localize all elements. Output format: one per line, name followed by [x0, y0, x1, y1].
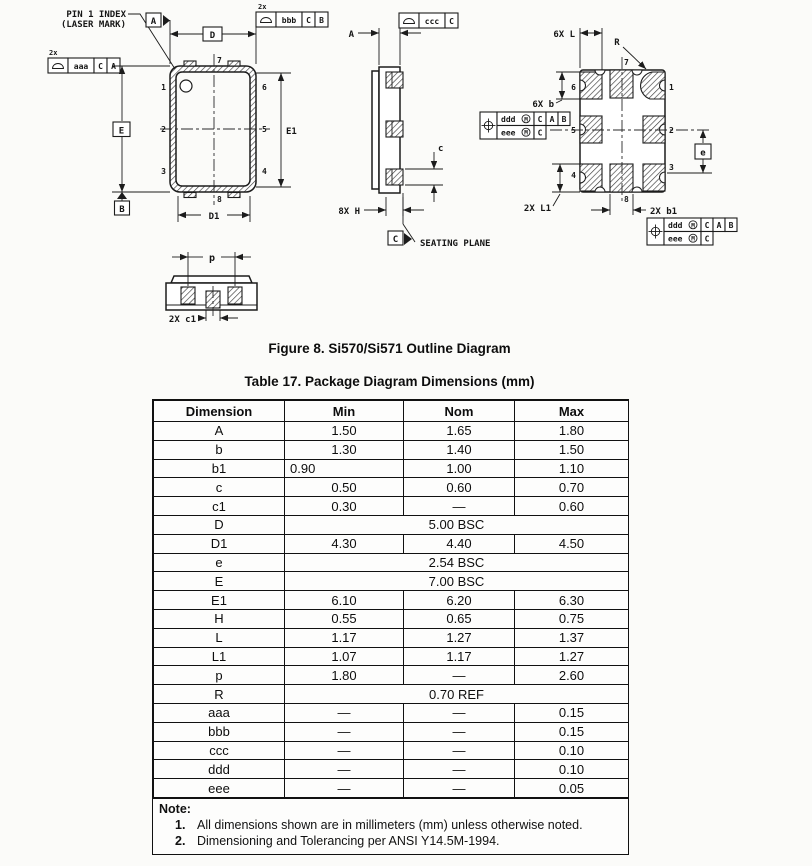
table-row [154, 515, 629, 534]
note-text: Dimensioning and Tolerancing per ANSI Y14.5M-1994. [197, 833, 500, 848]
datum-a-flag [163, 15, 170, 26]
fcf-aaa-qty: 2x [49, 49, 58, 57]
note-label: Note: [159, 801, 191, 816]
cell-dimension: e [154, 553, 285, 572]
cell-max: 1.27 [515, 647, 629, 666]
pin-number: 6 [262, 83, 267, 92]
cell-max: 0.60 [515, 497, 629, 516]
pin-number: 1 [669, 83, 674, 92]
pin-number: 4 [571, 171, 576, 180]
dim-label-R: R [614, 38, 620, 48]
cell-min: 6.10 [285, 591, 404, 610]
dim-label-6xL: 6X L [553, 30, 575, 40]
cell-span-value: 0.70 REF [285, 685, 629, 704]
cell-nom: 0.65 [404, 609, 515, 628]
cell-max: 4.50 [515, 534, 629, 553]
dim-label-2xb1: 2X b1 [650, 207, 678, 217]
fcf-ccc-ref1: C [449, 17, 454, 26]
dim-label-E: E [118, 126, 125, 137]
table-row [154, 572, 629, 591]
cell-dimension: D [154, 515, 285, 534]
cell-dimension: b1 [154, 459, 285, 478]
dim-label-2xL1: 2X L1 [523, 204, 551, 214]
pin-number: 7 [217, 56, 222, 65]
dim-label-2xc1: 2X c1 [168, 315, 196, 325]
cell-max: 1.50 [515, 440, 629, 459]
note-number: 1. [175, 817, 186, 832]
fcf-position-right [647, 218, 737, 245]
col-header-nom: Nom [404, 401, 515, 422]
pin-number: 8 [217, 195, 222, 204]
cell-nom: 0.60 [404, 478, 515, 497]
stub [228, 61, 240, 66]
figure-caption: Figure 8. Si570/Si571 Outline Diagram [268, 341, 511, 356]
cell-max: 0.10 [515, 741, 629, 760]
col-header-dimension: Dimension [154, 401, 285, 422]
cell-min: — [285, 741, 404, 760]
note-item [175, 834, 622, 848]
cell-max: 1.10 [515, 459, 629, 478]
cell-dimension: L [154, 628, 285, 647]
cell-max: 0.15 [515, 722, 629, 741]
cell-min: — [285, 760, 404, 779]
cell-dimension: c [154, 478, 285, 497]
bottom-view [480, 28, 737, 245]
cell-nom: 6.20 [404, 591, 515, 610]
fcf-aaa [48, 49, 120, 73]
table-row [154, 666, 629, 685]
datum-c-flag [404, 233, 412, 245]
fcf-pos-tol2: eee [501, 128, 516, 138]
cell-min: 0.90 [285, 459, 404, 478]
fcf-pos-ref1: C [537, 115, 543, 124]
note-item [175, 818, 622, 832]
dim-label-p: p [208, 253, 216, 264]
pin-number: 5 [262, 125, 267, 134]
cell-dimension: bbb [154, 722, 285, 741]
cell-nom: — [404, 779, 515, 798]
fcf-pos-ref1: C [704, 221, 710, 230]
fcf-position-left [480, 112, 570, 139]
side-view [338, 13, 490, 249]
cell-max: 0.75 [515, 609, 629, 628]
cell-max: 1.80 [515, 422, 629, 441]
cell-nom: — [404, 703, 515, 722]
table-row [154, 459, 629, 478]
table-row [154, 553, 629, 572]
fcf-pos-tol2: eee [668, 234, 683, 244]
table-row [154, 647, 629, 666]
table-row [154, 478, 629, 497]
cell-dimension: eee [154, 779, 285, 798]
pin-number: 2 [669, 126, 674, 135]
pin-number: 8 [624, 195, 629, 204]
cell-min: 1.30 [285, 440, 404, 459]
cell-nom: — [404, 760, 515, 779]
cell-dimension: E [154, 572, 285, 591]
fcf-pos-ref2: A [549, 115, 555, 124]
mmc-letter: M [691, 235, 695, 243]
pin-number: 3 [161, 167, 166, 176]
table-title: Table 17. Package Diagram Dimensions (mm) [244, 374, 535, 389]
cell-min: 0.55 [285, 609, 404, 628]
fcf-aaa-tol: aaa [73, 62, 89, 71]
table-row [154, 760, 629, 779]
note-text: All dimensions shown are in millimeters (mm) unless otherwise noted. [197, 817, 583, 832]
lid [372, 71, 379, 189]
cell-min: 4.30 [285, 534, 404, 553]
cell-min: — [285, 703, 404, 722]
fcf-pos-ref3: B [561, 115, 567, 124]
fcf-aaa-ref2: A [111, 62, 116, 71]
cell-dimension: p [154, 666, 285, 685]
cell-min: 0.50 [285, 478, 404, 497]
cell-nom: 1.27 [404, 628, 515, 647]
cell-dimension: H [154, 609, 285, 628]
dim-label-c: c [438, 144, 444, 154]
stub [184, 61, 196, 66]
pin1-index-label: PIN 1 INDEX [66, 10, 126, 20]
table-note [153, 798, 628, 854]
cell-dimension: R [154, 685, 285, 704]
pin-number: 2 [161, 125, 166, 134]
dim-label-D: D [209, 31, 216, 41]
fcf-aaa-ref1: C [98, 62, 103, 71]
fcf-pos-ref4: C [537, 128, 543, 138]
mmc-letter: M [524, 116, 528, 124]
cell-min: — [285, 722, 404, 741]
cell-max: 0.15 [515, 703, 629, 722]
cell-dimension: b [154, 440, 285, 459]
dim-label-e: e [700, 148, 706, 159]
cell-min: 1.80 [285, 666, 404, 685]
cell-nom: — [404, 497, 515, 516]
pin-number: 5 [571, 126, 576, 135]
cell-nom: — [404, 666, 515, 685]
table-header-row [154, 401, 629, 422]
pin1-index-label2: (LASER MARK) [60, 20, 126, 30]
cell-min: 1.07 [285, 647, 404, 666]
fcf-bbb [256, 3, 328, 27]
cell-dimension: c1 [154, 497, 285, 516]
cell-dimension: L1 [154, 647, 285, 666]
note-number: 2. [175, 833, 186, 848]
table-row [154, 685, 629, 704]
cell-span-value: 7.00 BSC [285, 572, 629, 591]
cell-min: 1.50 [285, 422, 404, 441]
table-row [154, 440, 629, 459]
table-row [154, 703, 629, 722]
pin-number: 4 [262, 167, 267, 176]
fcf-pos-tol1: ddd [501, 115, 516, 124]
cell-dimension: ccc [154, 741, 285, 760]
dim-label-A: A [348, 30, 354, 40]
cell-dimension: D1 [154, 534, 285, 553]
table-row [154, 609, 629, 628]
table-row [154, 779, 629, 798]
end-view [166, 252, 257, 325]
datum-a-label: A [150, 17, 157, 27]
cell-span-value: 5.00 BSC [285, 515, 629, 534]
cell-dimension: E1 [154, 591, 285, 610]
front-view [48, 3, 328, 222]
pin1-index-mark [180, 80, 192, 92]
mmc-letter: M [691, 222, 695, 230]
cell-max: 0.05 [515, 779, 629, 798]
fcf-ccc-tol: ccc [424, 17, 440, 26]
cell-nom: 1.17 [404, 647, 515, 666]
fcf-pos-ref4: C [704, 234, 710, 244]
cell-span-value: 2.54 BSC [285, 553, 629, 572]
fcf-bbb-ref2: B [319, 16, 324, 25]
cell-dimension: ddd [154, 760, 285, 779]
table-row [154, 741, 629, 760]
cell-dimension: aaa [154, 703, 285, 722]
dim-label-E1: E1 [286, 127, 297, 137]
pin-number: 3 [669, 163, 674, 172]
table-row [154, 497, 629, 516]
cell-nom: 1.40 [404, 440, 515, 459]
table-row [154, 722, 629, 741]
cell-max: 2.60 [515, 666, 629, 685]
dimensions-table [152, 399, 629, 855]
fcf-pos-ref2: A [716, 221, 722, 230]
cell-nom: 1.00 [404, 459, 515, 478]
col-header-min: Min [285, 401, 404, 422]
dim-label-8xH: 8X H [338, 207, 360, 217]
table-row [154, 591, 629, 610]
table-row [154, 534, 629, 553]
dim-label-6xb: 6X b [532, 100, 554, 110]
fcf-pos-tol1: ddd [668, 221, 683, 230]
mmc-letter: M [524, 129, 528, 137]
cell-nom: — [404, 741, 515, 760]
datum-b-flag [117, 192, 127, 199]
table-row [154, 422, 629, 441]
table-row [154, 628, 629, 647]
outline-diagram [0, 0, 812, 336]
seating-plane-label: SEATING PLANE [420, 239, 491, 249]
cell-nom: — [404, 722, 515, 741]
col-header-max: Max [515, 401, 629, 422]
datum-b-label: B [119, 205, 125, 215]
fcf-bbb-qty: 2x [258, 3, 267, 11]
dimension-table-body [154, 422, 629, 798]
pin-number: 1 [161, 83, 166, 92]
datum-c-label: C [392, 235, 399, 245]
cell-nom: 4.40 [404, 534, 515, 553]
cell-min: 0.30 [285, 497, 404, 516]
cell-max: 6.30 [515, 591, 629, 610]
stub [184, 193, 196, 198]
cell-max: 1.37 [515, 628, 629, 647]
fcf-ccc [399, 13, 458, 28]
stub [228, 193, 240, 198]
fcf-bbb-tol: bbb [281, 16, 297, 25]
fcf-pos-ref3: B [728, 221, 734, 230]
pin-number: 6 [571, 83, 576, 92]
lid-edge [171, 276, 252, 283]
cell-nom: 1.65 [404, 422, 515, 441]
cell-max: 0.10 [515, 760, 629, 779]
cell-min: — [285, 779, 404, 798]
cell-dimension: A [154, 422, 285, 441]
fcf-bbb-ref1: C [306, 16, 311, 25]
dim-label-D1: D1 [208, 212, 220, 222]
cell-max: 0.70 [515, 478, 629, 497]
pin-number: 7 [624, 58, 629, 67]
cell-min: 1.17 [285, 628, 404, 647]
